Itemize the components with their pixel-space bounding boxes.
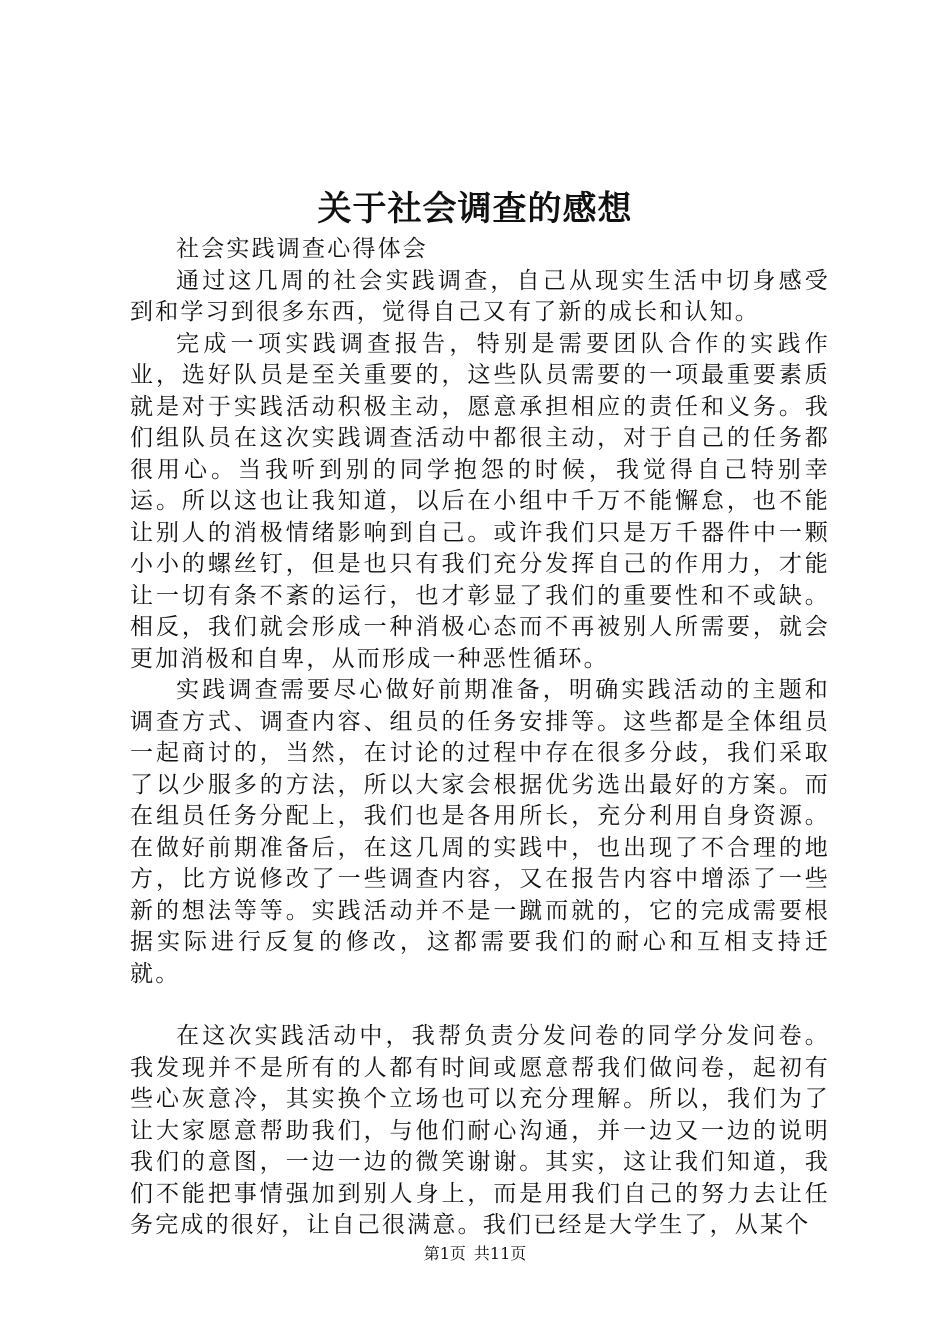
page-total: 共11页 bbox=[473, 1244, 527, 1263]
paragraph: 完成一项实践调查报告，特别是需要团队合作的实践作业，选好队员是至关重要的，这些队员需要的一项最重要素质就是对于实践活动积极主动，愿意承担相应的责任和义务。我们组队员在这次实践调查活动中都很主动，对于自己的任务都很用心。当我听到别的同学抱怨的时候，我觉得自己特别幸运。所以这也让我知道，以后在小组中千万不能懈怠，也不能让别人的消极情绪影响到自己。或许我们只是万千器件中一颗小小的螺丝钉，但是也只有我们充分发挥自己的作用力，才能让一切有条不紊的运行，也才彰显了我们的重要性和不或缺。相反，我们就会形成一种消极心态而不再被别人所需要，就会更加消极和自卑，从而形成一种恶性循环。 bbox=[130, 330, 830, 672]
paragraph: 在这次实践活动中，我帮负责分发问卷的同学分发问卷。我发现并不是所有的人都有时间或愿意帮我们做问卷，起初有些心灰意冷，其实换个立场也可以充分理解。所以，我们为了让大家愿意帮助我们，与他们耐心沟通，并一边又一边的说明我们的意图，一边一边的微笑谢谢。其实，这让我们知道，我们不能把事情强加到别人身上，而是用我们自己的努力去让任务完成的很好，让自己很满意。我们已经是大学生了，从某个 bbox=[130, 1023, 830, 1238]
paragraph-subtitle: 社会实践调查心得体会 bbox=[176, 236, 428, 262]
paragraph: 实践调查需要尽心做好前期准备，明确实践活动的主题和调查方式、调查内容、组员的任务安排等。这些都是全体组员一起商讨的，当然，在讨论的过程中存在很多分歧，我们采取了以少服多的方法，所以大家会根据优劣选出最好的方案。而在组员任务分配上，我们也是各用所长，充分利用自身资源。在做好前期准备后，在这几周的实践中，也出现了不合理的地方，比方说修改了一些调查内容，又在报告内容中增添了一些新的想法等等。实践活动并不是一蹴而就的，它的完成需要根据实际进行反复的修改，这都需要我们的耐心和互相支持迁就。 bbox=[130, 677, 830, 987]
page-footer bbox=[0, 1243, 950, 1265]
page-number: 第1页 bbox=[423, 1244, 466, 1263]
document-body bbox=[130, 234, 830, 1242]
paragraph: 通过这几周的社会实践调查，自己从现实生活中切身感受到和学习到很多东西，觉得自己又有了新的成长和认知。 bbox=[130, 267, 830, 325]
document-title: 关于社会调查的感想 bbox=[317, 189, 633, 229]
